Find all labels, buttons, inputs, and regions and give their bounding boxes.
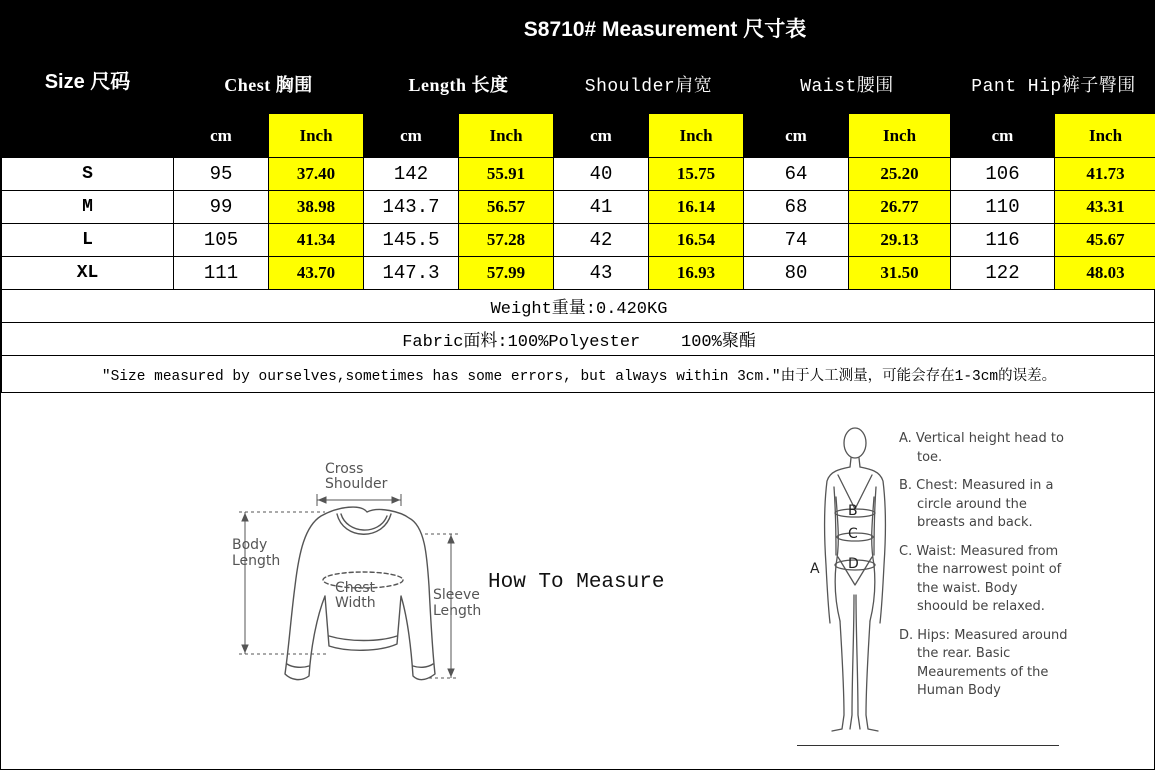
chest-inch: 41.34 — [269, 224, 364, 257]
shoulder-cm: 42 — [554, 224, 649, 257]
length-inch: 56.57 — [459, 191, 554, 224]
table-row — [2, 224, 1155, 257]
marker-a: A — [810, 561, 820, 577]
figure-baseline — [797, 745, 1059, 746]
definition-b: B. Chest: Measured in a circle around the breasts and back. — [899, 477, 1069, 533]
shoulder-inch: 16.54 — [649, 224, 744, 257]
group-chest: Chest 胸围 — [174, 54, 364, 114]
chest-inch: 37.40 — [269, 158, 364, 191]
shoulder-cm: 43 — [554, 257, 649, 290]
chest-width-label-2: Width — [335, 595, 376, 611]
shoulder-cm: 40 — [554, 158, 649, 191]
body-length-label-2: Length — [232, 553, 280, 569]
length-inch: 55.91 — [459, 158, 554, 191]
length-cm: 147.3 — [364, 257, 459, 290]
shoulder-inch: 16.14 — [649, 191, 744, 224]
chest-cm: 111 — [174, 257, 269, 290]
hip-cm: 106 — [951, 158, 1055, 191]
hip-cm: 116 — [951, 224, 1055, 257]
body-length-label-1: Body — [232, 537, 267, 553]
measurement-note: "Size measured by ourselves,sometimes has some errors, but always within 3cm."由于人工测量，可能会存在1-3cm的误差。 — [2, 356, 1155, 393]
size-label: L — [2, 224, 174, 257]
length-cm: 142 — [364, 158, 459, 191]
chest-cm: 105 — [174, 224, 269, 257]
waist-cm: 80 — [744, 257, 849, 290]
waist-inch: 26.77 — [849, 191, 951, 224]
unit-inch: Inch — [1055, 114, 1155, 158]
chart-title: S8710# Measurement 尺寸表 — [174, 2, 1155, 54]
weight-info: Weight重量:0.420KG — [2, 290, 1155, 323]
size-label: XL — [2, 257, 174, 290]
unit-cm: cm — [364, 114, 459, 158]
sleeve-length-label-1: Sleeve — [433, 587, 480, 603]
length-inch: 57.28 — [459, 224, 554, 257]
waist-inch: 29.13 — [849, 224, 951, 257]
definition-a: A. Vertical height head to toe. — [899, 430, 1069, 467]
length-cm: 145.5 — [364, 224, 459, 257]
size-table — [1, 1, 1155, 393]
hip-inch: 43.31 — [1055, 191, 1155, 224]
body-figure-diagram — [796, 425, 896, 745]
shoulder-inch: 15.75 — [649, 158, 744, 191]
marker-c: C — [848, 526, 858, 542]
measurement-definitions — [899, 430, 1069, 701]
unit-inch: Inch — [849, 114, 951, 158]
size-label: M — [2, 191, 174, 224]
group-waist: Waist腰围 — [744, 54, 951, 114]
waist-inch: 31.50 — [849, 257, 951, 290]
chest-inch: 38.98 — [269, 191, 364, 224]
sweater-diagram — [229, 456, 489, 696]
sleeve-length-label-2: Length — [433, 603, 481, 619]
chest-width-label-1: Chest — [335, 580, 376, 596]
cross-shoulder-label-2: Shoulder — [325, 476, 388, 492]
table-row — [2, 257, 1155, 290]
cross-shoulder-label-1: Cross — [325, 461, 363, 477]
table-row — [2, 191, 1155, 224]
chest-cm: 99 — [174, 191, 269, 224]
marker-b: B — [848, 503, 858, 519]
hip-cm: 110 — [951, 191, 1055, 224]
unit-cm: cm — [174, 114, 269, 158]
size-label: S — [2, 158, 174, 191]
group-pant-hip: Pant Hip裤子臀围 — [951, 54, 1155, 114]
hip-inch: 48.03 — [1055, 257, 1155, 290]
waist-cm: 68 — [744, 191, 849, 224]
length-cm: 143.7 — [364, 191, 459, 224]
shoulder-inch: 16.93 — [649, 257, 744, 290]
table-row — [2, 158, 1155, 191]
definition-c: C. Waist: Measured from the narrowest point of the waist. Body shoould be relaxed. — [899, 543, 1069, 617]
chest-inch: 43.70 — [269, 257, 364, 290]
unit-inch: Inch — [649, 114, 744, 158]
hip-inch: 41.73 — [1055, 158, 1155, 191]
chest-cm: 95 — [174, 158, 269, 191]
fabric-info: Fabric面料:100%Polyester 100%聚酯 — [2, 323, 1155, 356]
unit-inch: Inch — [459, 114, 554, 158]
hip-cm: 122 — [951, 257, 1055, 290]
unit-inch: Inch — [269, 114, 364, 158]
size-header: Size 尺码 — [2, 2, 174, 158]
group-shoulder: Shoulder肩宽 — [554, 54, 744, 114]
unit-cm: cm — [554, 114, 649, 158]
shoulder-cm: 41 — [554, 191, 649, 224]
waist-cm: 64 — [744, 158, 849, 191]
hip-inch: 45.67 — [1055, 224, 1155, 257]
how-to-measure-heading: How To Measure — [488, 571, 664, 594]
group-length: Length 长度 — [364, 54, 554, 114]
length-inch: 57.99 — [459, 257, 554, 290]
waist-inch: 25.20 — [849, 158, 951, 191]
marker-d: D — [848, 556, 859, 572]
waist-cm: 74 — [744, 224, 849, 257]
unit-cm: cm — [744, 114, 849, 158]
unit-cm: cm — [951, 114, 1055, 158]
definition-d: D. Hips: Measured around the rear. Basic Meaurements of the Human Body — [899, 627, 1069, 701]
